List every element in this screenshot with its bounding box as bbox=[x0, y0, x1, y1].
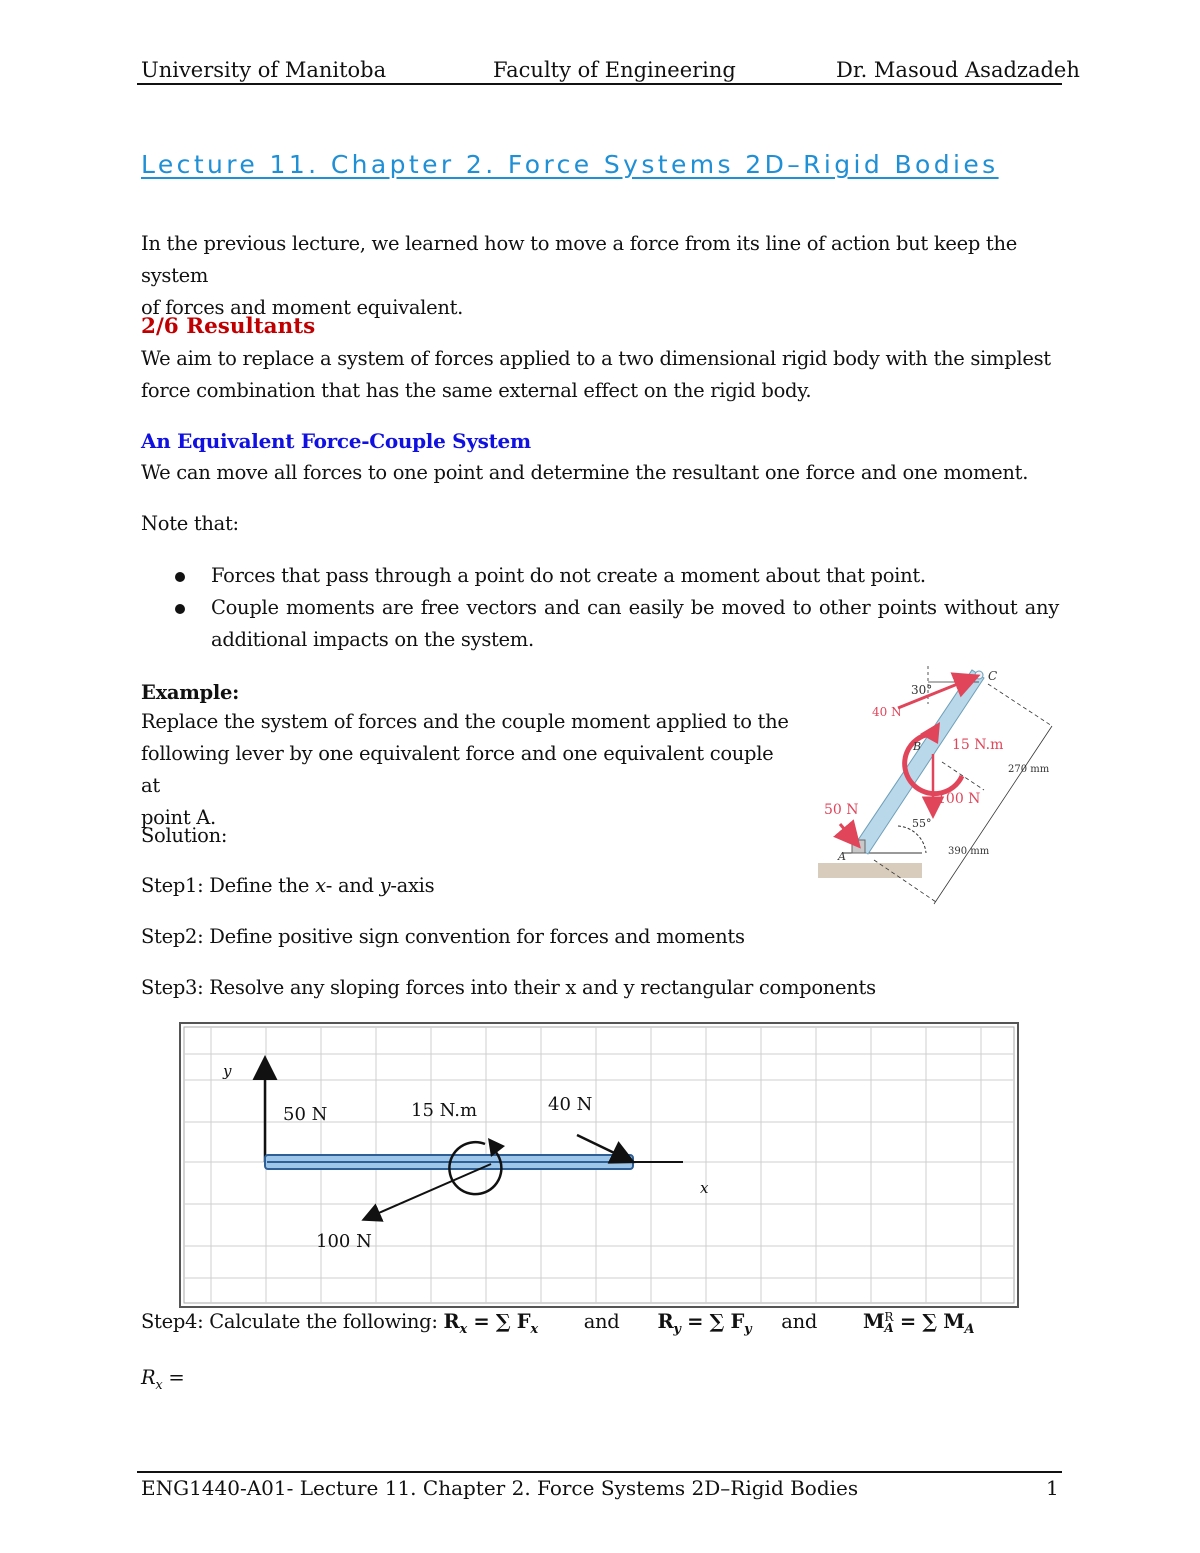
note-label: Note that: bbox=[141, 512, 239, 535]
footer-rule bbox=[137, 1471, 1062, 1473]
dimension-extension-mid bbox=[942, 762, 984, 790]
x-axis-label: x bbox=[700, 1179, 709, 1197]
step-1-pre: Step1: Define the bbox=[141, 874, 316, 897]
dimension-extension-top bbox=[988, 684, 1052, 726]
example-paragraph bbox=[141, 706, 791, 834]
point-b-label: B bbox=[913, 740, 922, 753]
intro-line-2: of forces and moment equivalent. bbox=[141, 296, 464, 319]
note-bullet-2 bbox=[211, 592, 1061, 656]
point-a-label: A bbox=[838, 850, 846, 863]
example-label: Example: bbox=[141, 681, 240, 704]
example-line-1: Replace the system of forces and the couple moment applied to the bbox=[141, 710, 789, 733]
subsection-heading: An Equivalent Force-Couple System bbox=[141, 429, 531, 453]
and-2: and bbox=[781, 1310, 818, 1333]
example-line-3: point A. bbox=[141, 806, 216, 829]
ry-equation: $R_y$ = ∑ $F_y$ bbox=[657, 1310, 752, 1337]
pin-c bbox=[975, 671, 983, 679]
header-faculty: Faculty of Engineering bbox=[493, 58, 736, 82]
step-4-pre: Step4: Calculate the following: bbox=[141, 1310, 444, 1333]
section-paragraph bbox=[141, 343, 1061, 407]
and-1: and bbox=[583, 1310, 620, 1333]
force-50n-label: 50 N bbox=[824, 802, 859, 818]
angle-55-arc bbox=[898, 826, 926, 853]
step-4 bbox=[141, 1306, 1041, 1346]
subsection-line: We can move all forces to one point and determine the resultant one force and one moment. bbox=[141, 461, 1029, 484]
force-100n-label: 100 N bbox=[316, 1231, 372, 1252]
step-3: Step3: Resolve any sloping forces into their x and y rectangular components bbox=[141, 976, 876, 999]
header-university: University of Manitoba bbox=[141, 58, 387, 82]
length-390-label: 390 mm bbox=[948, 846, 990, 857]
solution-label: Solution: bbox=[141, 824, 228, 847]
bullet-dot-2 bbox=[175, 604, 185, 614]
length-270-label: 270 mm bbox=[1008, 764, 1050, 775]
step-1-post: -axis bbox=[390, 874, 435, 897]
step-1-x: x bbox=[315, 874, 326, 897]
intro-paragraph bbox=[141, 228, 1061, 324]
header-author: Dr. Masoud Asadzadeh bbox=[836, 58, 1080, 82]
step-1-mid: - and bbox=[325, 874, 380, 897]
section-heading: 2/6 Resultants bbox=[141, 314, 316, 339]
section-line-2: force combination that has the same external effect on the rigid body. bbox=[141, 379, 812, 402]
note-bullet-2-line-1: Couple moments are free vectors and can easily be moved to other points without any bbox=[211, 596, 1059, 619]
moment-label: 15 N.m bbox=[411, 1100, 478, 1121]
y-axis-label: y bbox=[223, 1062, 232, 1080]
rx-equals: = bbox=[168, 1366, 185, 1389]
ground-support bbox=[818, 863, 922, 878]
force-50n-label: 50 N bbox=[283, 1104, 328, 1125]
step-1-y: y bbox=[379, 874, 391, 897]
angle-30-label: 30° bbox=[911, 683, 933, 697]
page-title: Lecture 11. Chapter 2. Force Systems 2D–Rigid Bodies bbox=[141, 150, 999, 179]
rx-equation: $R_x$ = ∑ $F_x$ bbox=[443, 1310, 538, 1337]
rx-subscript: x bbox=[155, 1377, 163, 1393]
force-50n-arrow bbox=[840, 824, 857, 844]
angle-55-label: 55° bbox=[912, 817, 932, 830]
moment-equation: M R A = ∑ $M_A$ bbox=[863, 1309, 975, 1337]
step-2: Step2: Define positive sign convention for forces and moments bbox=[141, 925, 745, 948]
rx-symbol: R bbox=[141, 1366, 156, 1389]
bullet-dot-1 bbox=[175, 572, 185, 582]
force-40n-label: 40 N bbox=[548, 1094, 593, 1115]
footer-text: ENG1440-A01- Lecture 11. Chapter 2. Force Systems 2D–Rigid Bodies bbox=[141, 1476, 859, 1500]
point-c-label: C bbox=[988, 669, 998, 683]
lever-figure bbox=[812, 664, 1102, 914]
example-line-2: following lever by one equivalent force and one equivalent couple at bbox=[141, 742, 774, 797]
rx-line bbox=[141, 1362, 1061, 1402]
header-rule bbox=[137, 83, 1062, 85]
intro-line-1: In the previous lecture, we learned how to move a force from its line of action but keep the system bbox=[141, 232, 1017, 287]
force-40n-label: 40 N bbox=[872, 705, 902, 719]
force-100n-label: 100 N bbox=[937, 791, 981, 807]
note-bullet-2-line-2: additional impacts on the system. bbox=[211, 628, 534, 651]
moment-label: 15 N.m bbox=[952, 737, 1004, 753]
note-bullet-1: Forces that pass through a point do not create a moment about that point. bbox=[211, 564, 926, 587]
free-body-diagram bbox=[179, 1022, 1019, 1308]
page-number: 1 bbox=[1046, 1476, 1059, 1500]
section-line-1: We aim to replace a system of forces applied to a two dimensional rigid body with the simplest bbox=[141, 347, 1051, 370]
